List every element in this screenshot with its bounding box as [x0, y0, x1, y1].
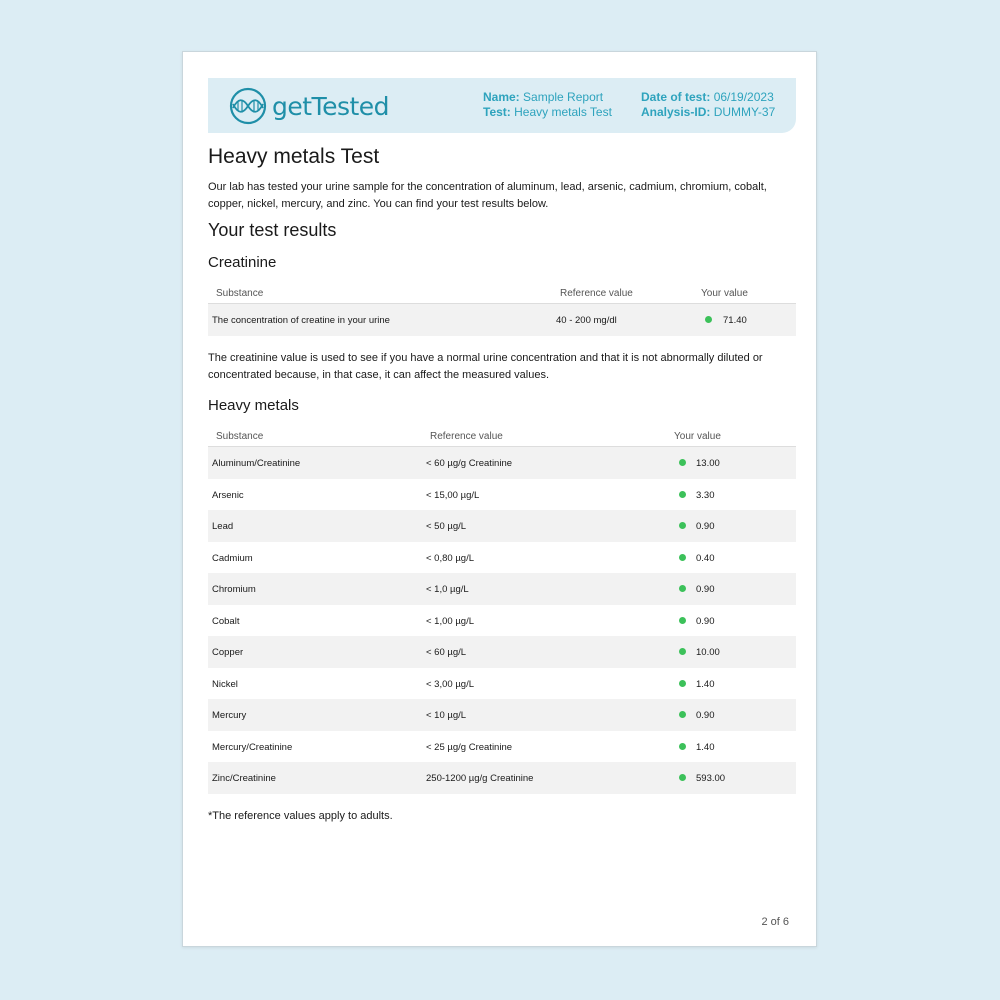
- table-row: [208, 542, 796, 574]
- value-cell: 3.30: [696, 489, 715, 501]
- report-header: [208, 78, 796, 133]
- status-dot-icon: [679, 774, 686, 781]
- value-cell: 1.40: [696, 741, 715, 753]
- value-cell: 71.40: [723, 315, 747, 326]
- date-value: 06/19/2023: [713, 90, 774, 104]
- table-row: [208, 479, 796, 511]
- value-cell: 0.90: [696, 615, 715, 627]
- column-reference: Reference value: [430, 431, 503, 442]
- status-dot-icon: [679, 680, 686, 687]
- table-row: [208, 668, 796, 700]
- table-row: [208, 636, 796, 668]
- substance-cell: Chromium: [212, 584, 256, 595]
- value-cell: 1.40: [696, 678, 715, 690]
- report-meta-right: [641, 90, 775, 120]
- analysis-value: DUMMY-37: [713, 105, 776, 119]
- status-dot-icon: [679, 743, 686, 750]
- substance-cell: Nickel: [212, 678, 238, 690]
- table-row: [208, 731, 796, 763]
- table-row: [208, 573, 796, 605]
- value-cell: 0.90: [696, 521, 715, 532]
- brand-logo: [228, 86, 389, 126]
- dna-helix-logo-icon: [228, 86, 268, 126]
- reference-cell: < 60 µg/g Creatinine: [426, 458, 513, 469]
- value-cell: 10.00: [696, 647, 720, 658]
- reference-cell: 250-1200 µg/g Creatinine: [426, 773, 534, 784]
- value-cell: 0.90: [696, 710, 715, 721]
- analysis-label: Analysis-ID:: [641, 105, 711, 119]
- status-dot-icon: [679, 491, 686, 498]
- date-label: Date of test:: [641, 90, 711, 104]
- table-row: [208, 762, 796, 794]
- status-dot-icon: [679, 617, 686, 624]
- status-dot-icon: [679, 585, 686, 592]
- status-dot-icon: [679, 554, 686, 561]
- metals-table-body: [208, 447, 796, 794]
- creatinine-note: The creatinine value is used to see if you have a normal urine concentration and that it is not abnormally diluted or concentrated because, in that case, it can affect the measured values.: [208, 352, 763, 381]
- creatinine-table-header: [208, 283, 796, 304]
- name-label: Name:: [483, 90, 520, 104]
- value-cell: 593.00: [696, 773, 726, 784]
- substance-cell: Cobalt: [212, 615, 240, 627]
- column-reference: Reference value: [560, 288, 633, 299]
- table-row: [208, 699, 796, 731]
- status-dot-icon: [679, 648, 686, 655]
- value-cell: 13.00: [696, 458, 720, 469]
- table-row: [208, 510, 796, 542]
- substance-cell: Copper: [212, 647, 244, 658]
- reference-cell: < 25 µg/g Creatinine: [426, 741, 513, 753]
- status-dot-icon: [679, 711, 686, 718]
- substance-cell: The concentration of creatine in your urine: [212, 315, 390, 326]
- substance-cell: Arsenic: [212, 489, 244, 501]
- value-cell: 0.90: [696, 584, 715, 595]
- substance-cell: Mercury/Creatinine: [212, 741, 293, 753]
- status-dot-icon: [679, 522, 686, 529]
- results-heading: Your test results: [208, 220, 337, 240]
- metals-heading: Heavy metals: [208, 397, 299, 414]
- footnote: *The reference values apply to adults.: [208, 810, 393, 822]
- table-row: [208, 304, 796, 336]
- table-row: [208, 447, 796, 479]
- report-meta-left: [483, 90, 612, 120]
- column-your-value: Your value: [674, 431, 721, 442]
- substance-cell: Lead: [212, 521, 234, 532]
- substance-cell: Cadmium: [212, 552, 253, 564]
- column-substance: Substance: [216, 288, 264, 299]
- column-your-value: Your value: [701, 288, 748, 299]
- status-dot-icon: [679, 459, 686, 466]
- reference-cell: < 1,0 µg/L: [426, 584, 469, 595]
- metals-table-header: [208, 426, 796, 447]
- reference-cell: 40 - 200 mg/dl: [556, 315, 617, 326]
- reference-cell: < 15,00 µg/L: [426, 489, 480, 501]
- substance-cell: Zinc/Creatinine: [212, 773, 276, 784]
- brand-name: getTested: [272, 91, 390, 121]
- reference-cell: < 3,00 µg/L: [426, 678, 474, 690]
- page-title: Heavy metals Test: [208, 145, 380, 168]
- value-cell: 0.40: [696, 552, 715, 564]
- creatinine-heading: Creatinine: [208, 254, 277, 271]
- table-row: [208, 605, 796, 637]
- intro-text: Our lab has tested your urine sample for the concentration of aluminum, lead, arsenic, cadmium, chromium, cobalt, copper, nickel, mercury, and zinc. You can find your test results below.: [208, 181, 767, 210]
- reference-cell: < 50 µg/L: [426, 521, 467, 532]
- name-value: Sample Report: [523, 90, 604, 104]
- metals-table: [208, 426, 796, 794]
- substance-cell: Mercury: [212, 710, 247, 721]
- page-number: 2 of 6: [761, 916, 789, 928]
- reference-cell: < 0,80 µg/L: [426, 552, 474, 564]
- test-value: Heavy metals Test: [514, 105, 612, 119]
- status-dot-icon: [705, 316, 712, 323]
- creatinine-table: [208, 283, 796, 336]
- column-substance: Substance: [216, 431, 264, 442]
- test-label: Test:: [483, 105, 511, 119]
- report-page: [182, 51, 817, 947]
- reference-cell: < 60 µg/L: [426, 647, 467, 658]
- substance-cell: Aluminum/Creatinine: [212, 458, 301, 469]
- reference-cell: < 1,00 µg/L: [426, 615, 474, 627]
- reference-cell: < 10 µg/L: [426, 710, 467, 721]
